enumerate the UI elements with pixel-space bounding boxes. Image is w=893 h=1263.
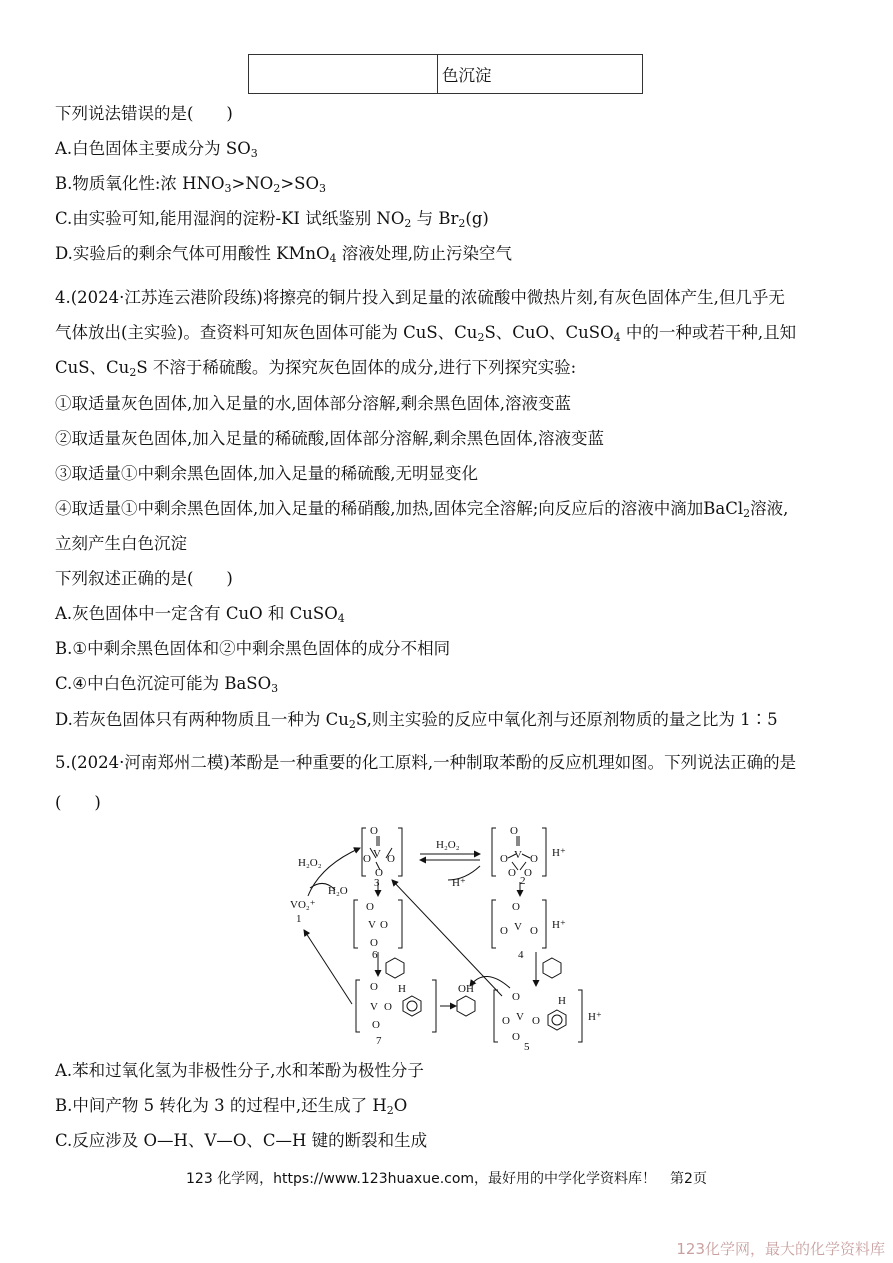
q4-step-2: ②取适量灰色固体,加入足量的稀硫酸,固体部分溶解,剩余黑色固体,溶液变蓝 — [55, 429, 604, 448]
svg-text:V: V — [514, 921, 522, 933]
svg-text:O: O — [500, 925, 508, 937]
svg-text:O: O — [370, 937, 378, 949]
watermark: 123化学网，最大的化学资料库 — [676, 1240, 885, 1258]
q5-option-c: C.反应涉及 O—H、V—O、C—H 键的断裂和生成 — [55, 1131, 428, 1150]
label-h2o: H₂O — [328, 885, 348, 897]
q5-option-a: A.苯和过氧化氢为非极性分子,水和苯酚为极性分子 — [55, 1061, 424, 1080]
q4-prompt: 下列叙述正确的是( ) — [55, 569, 233, 588]
reaction-mechanism-diagram — [280, 818, 620, 1053]
label-h2o2-top: H₂O₂ — [436, 839, 460, 851]
svg-text:V: V — [373, 848, 381, 860]
label-num-2: 2 — [520, 875, 526, 887]
q4-option-d: D.若灰色固体只有两种物质且一种为 $Cu_2S$,则主实验的反应中氧化剂与还原剂物质的量之比为 1∶5 — [55, 710, 778, 731]
svg-text:O: O — [510, 825, 518, 837]
label-num-7: 7 — [376, 1035, 382, 1047]
svg-text:O: O — [530, 853, 538, 865]
svg-text:O: O — [512, 901, 520, 913]
q3-option-a: A.白色固体主要成分为 $SO_3$ — [55, 139, 258, 160]
label-num-1: 1 — [296, 913, 302, 925]
svg-text:O: O — [372, 1019, 380, 1031]
svg-text:O: O — [500, 853, 508, 865]
svg-text:O: O — [380, 919, 388, 931]
q4-stem-line3: CuS、$Cu_2S$ 不溶于稀硫酸。为探究灰色固体的成分,进行下列探究实验: — [55, 358, 577, 379]
label-oh: OH — [458, 983, 474, 995]
svg-text:O: O — [512, 1031, 520, 1043]
svg-text:V: V — [368, 919, 376, 931]
label-num-5: 5 — [524, 1041, 530, 1053]
svg-text:O: O — [512, 991, 520, 1003]
svg-text:O: O — [502, 1015, 510, 1027]
label-h2o2-left: H₂O₂ — [298, 857, 322, 869]
q4-option-a: A.灰色固体中一定含有 CuO 和 CuSO$_4$ — [55, 604, 345, 625]
q4-option-c: C.④中白色沉淀可能为 BaSO$_3$ — [55, 674, 279, 695]
label-vo2: VO₂⁺ — [290, 899, 316, 911]
svg-text:O: O — [508, 867, 516, 879]
label-num-6: 6 — [372, 949, 378, 961]
svg-text:O: O — [524, 867, 532, 879]
label-hplus-2: H⁺ — [552, 847, 566, 859]
label-hplus-5: H⁺ — [588, 1011, 602, 1023]
table-cell-text: 色沉淀 — [438, 55, 643, 94]
q4-step-4: ④取适量①中剩余黑色固体,加入足量的稀硝酸,加热,固体完全溶解;向反应后的溶液中滴加BaCl$_2$溶液, — [55, 499, 789, 520]
svg-text:O: O — [366, 901, 374, 913]
q4-option-b: B.①中剩余黑色固体和②中剩余黑色固体的成分不相同 — [55, 639, 451, 658]
q5-option-b: B.中间产物 5 转化为 3 的过程中,还生成了 $H_2O$ — [55, 1096, 408, 1117]
table-fragment — [248, 54, 643, 94]
svg-text:O: O — [375, 867, 383, 879]
svg-text:V: V — [514, 849, 522, 861]
q5-stem-line2: ( ) — [55, 793, 101, 812]
svg-text:V: V — [516, 1011, 524, 1023]
q4-stem-line2: 气体放出(主实验)。查资料可知灰色固体可能为 CuS、$Cu_2S$、CuO、CuSO$_4$ 中的一种或若干种,且知 — [55, 323, 797, 344]
svg-text:O: O — [387, 853, 395, 865]
label-hplus-4: H⁺ — [552, 919, 566, 931]
svg-text:V: V — [370, 1001, 378, 1013]
svg-text:O: O — [530, 925, 538, 937]
label-num-3: 3 — [374, 877, 380, 889]
svg-text:O: O — [532, 1015, 540, 1027]
q3-option-d: D.实验后的剩余气体可用酸性 KMnO$_4$ 溶液处理,防止污染空气 — [55, 244, 513, 265]
q4-step-1: ①取适量灰色固体,加入足量的水,固体部分溶解,剩余黑色固体,溶液变蓝 — [55, 394, 571, 413]
diagram-o-3: O — [370, 825, 378, 837]
q4-stem-line1: 4.(2024·江苏连云港阶段练)将擦亮的铜片投入到足量的浓硫酸中微热片刻,有灰色固体产生,但几乎无 — [55, 288, 785, 307]
table-cell-empty — [249, 55, 438, 94]
page-footer: 123 化学网，https://www.123huaxue.com，最好用的中学化学资料库！ 第2页 — [186, 1171, 707, 1187]
label-hplus-mid: H⁺ — [452, 877, 466, 889]
svg-text:O: O — [370, 981, 378, 993]
label-h-7: H — [398, 983, 406, 995]
q3-prompt: 下列说法错误的是( ) — [55, 104, 233, 123]
q4-step-4-cont: 立刻产生白色沉淀 — [55, 534, 187, 553]
svg-text:O: O — [384, 1001, 392, 1013]
label-h-5: H — [558, 995, 566, 1007]
svg-text:O: O — [363, 853, 371, 865]
label-num-4: 4 — [518, 949, 524, 961]
q3-option-b: B.物质氧化性:浓 $HNO_3>NO_2>SO_3$ — [55, 174, 326, 195]
q4-step-3: ③取适量①中剩余黑色固体,加入足量的稀硫酸,无明显变化 — [55, 464, 478, 483]
q3-option-c: C.由实验可知,能用湿润的淀粉-KI 试纸鉴别 $NO_2$ 与 $Br_2(g)$ — [55, 209, 489, 230]
q5-stem-line1: 5.(2024·河南郑州二模)苯酚是一种重要的化工原料,一种制取苯酚的反应机理如图。下列说法正确的是 — [55, 753, 797, 772]
